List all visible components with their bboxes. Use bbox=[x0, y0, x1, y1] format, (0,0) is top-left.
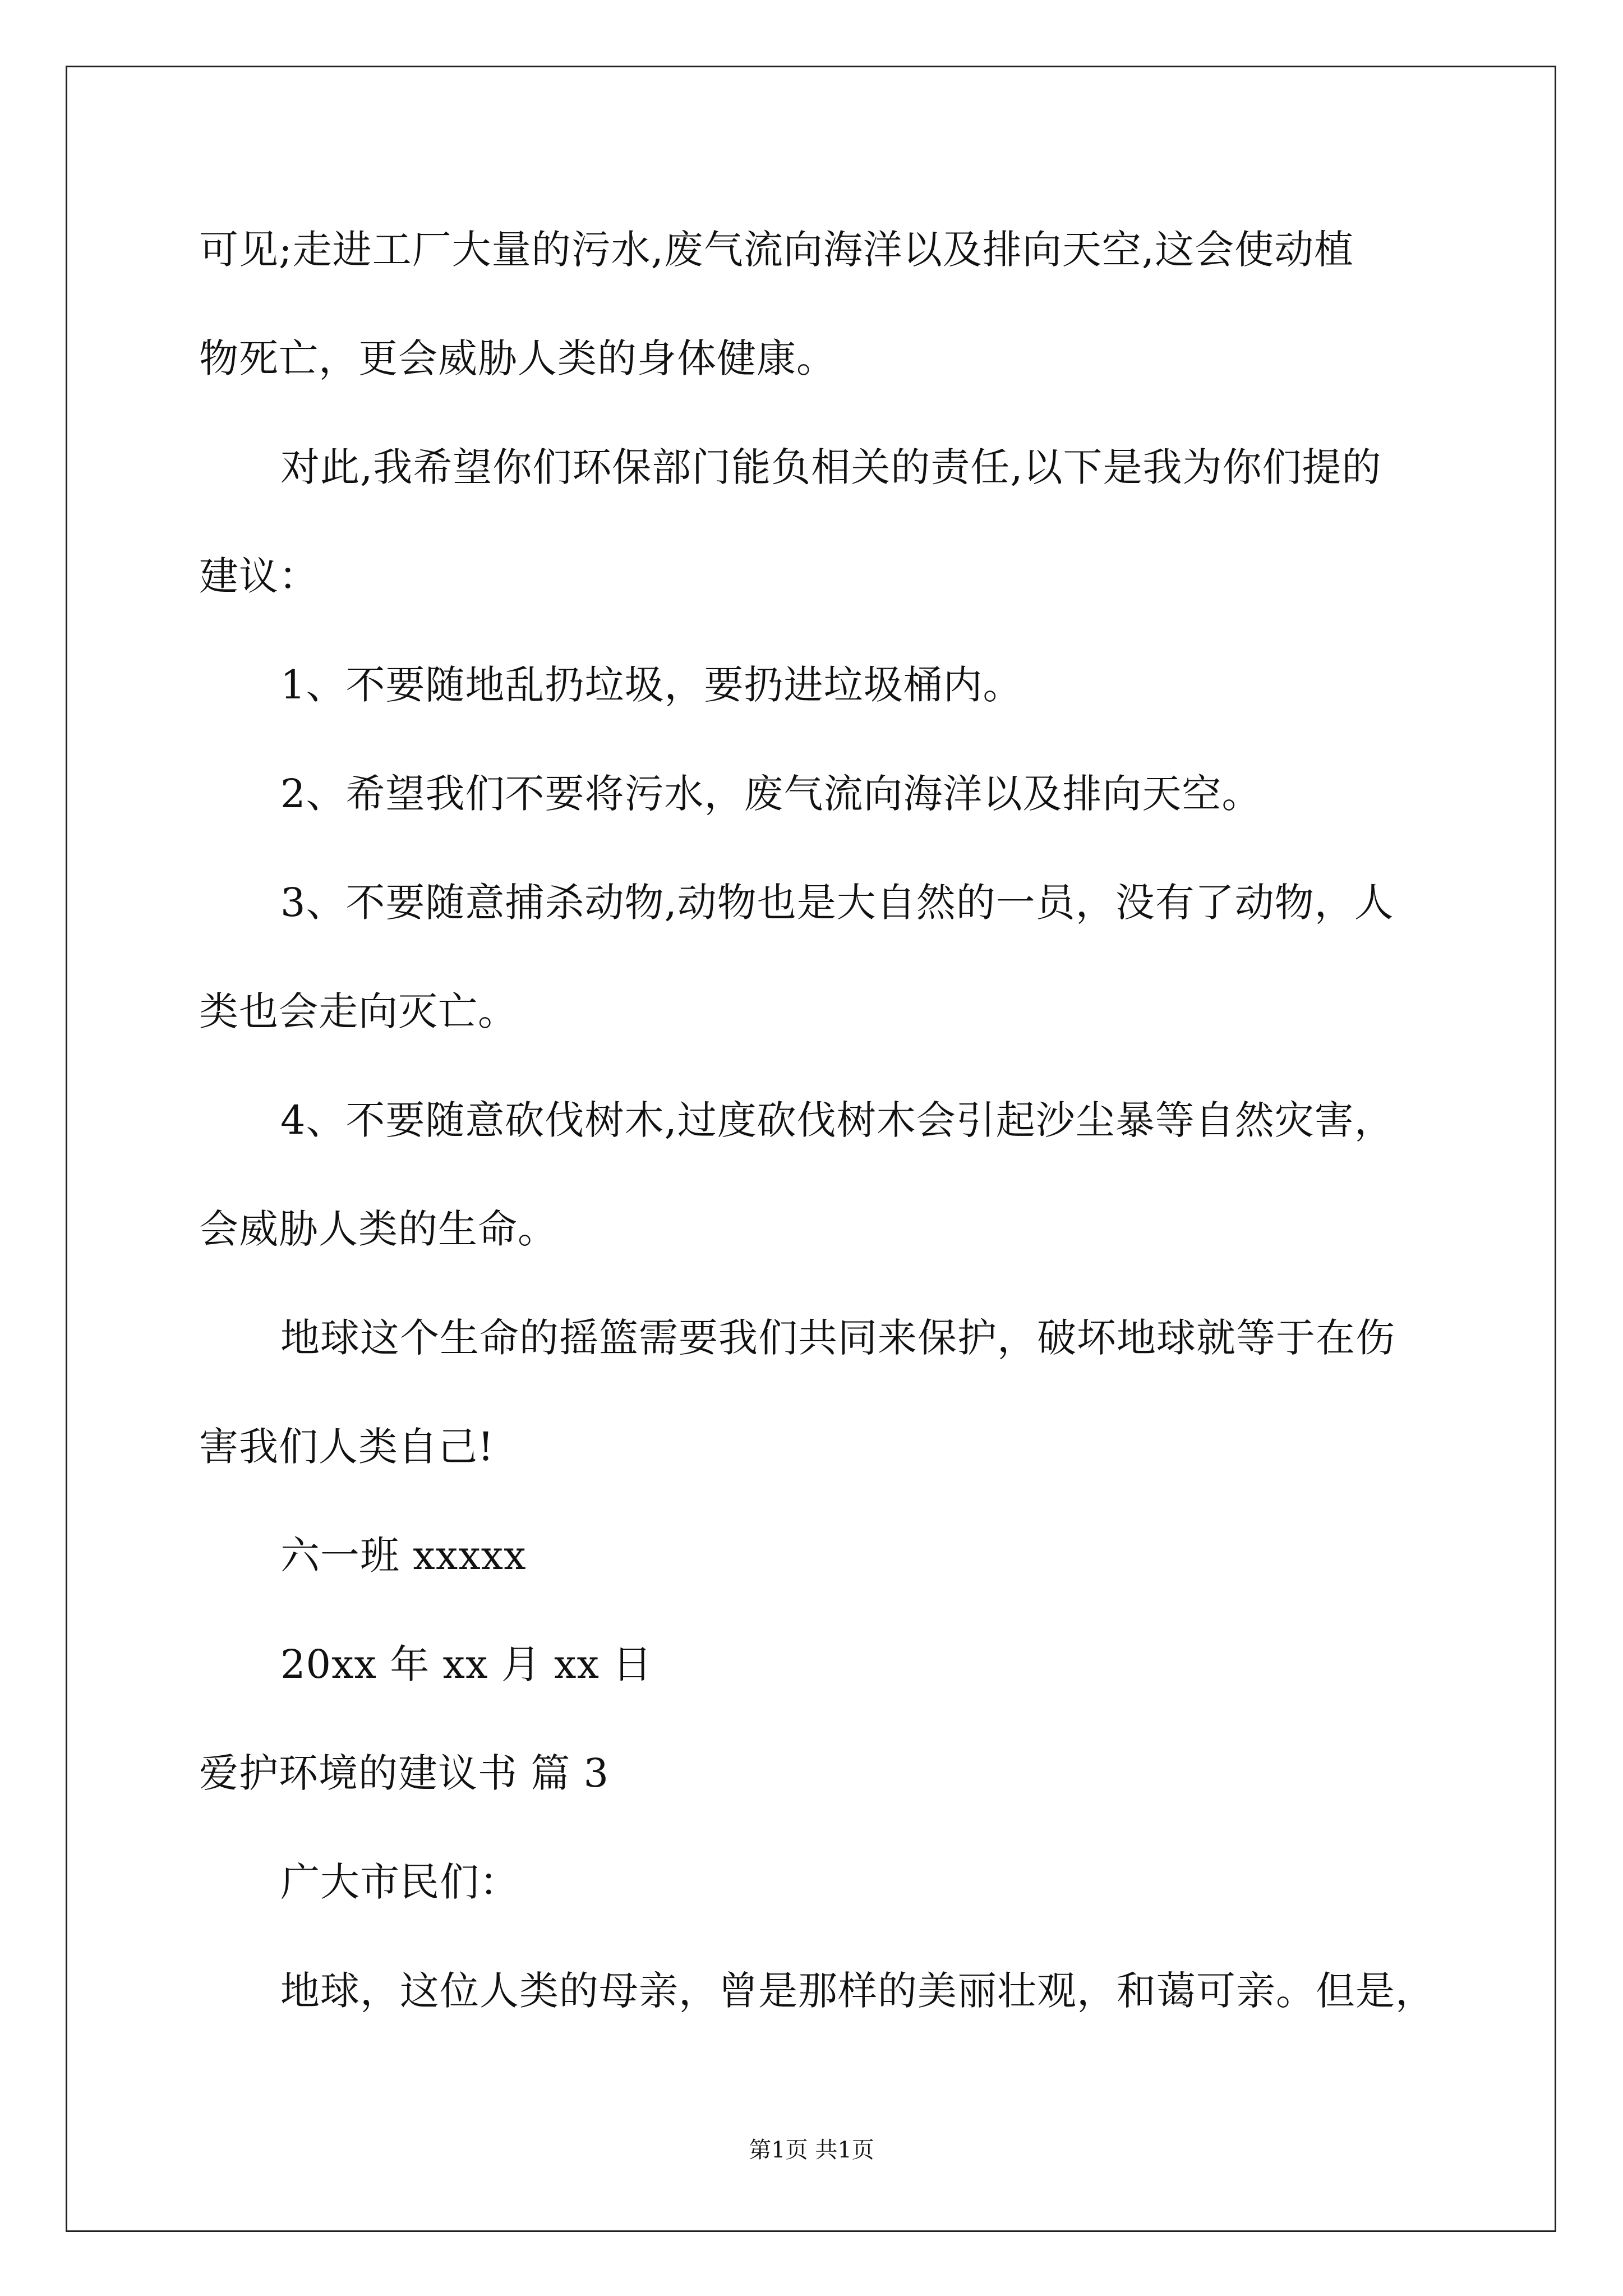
page-footer: 第1页 共1页 bbox=[749, 2137, 874, 2163]
list-item: 3、不要随意捕杀动物,动物也是大自然的一员，没有了动物，人 bbox=[280, 880, 1394, 926]
text-line: 地球这个生命的摇篮需要我们共同来保护，破坏地球就等于在伤 bbox=[280, 1315, 1395, 1361]
text-line: 对此,我希望你们环保部门能负相关的责任,以下是我为你们提的 bbox=[280, 444, 1382, 490]
list-item: 1、不要随地乱扔垃圾，要扔进垃圾桶内。 bbox=[280, 662, 1023, 708]
text-line: 害我们人类自己! bbox=[199, 1424, 495, 1470]
signature-class: 六一班 xxxxx bbox=[280, 1533, 527, 1579]
text-line: 地球，这位人类的母亲，曾是那样的美丽壮观，和蔼可亲。但是， bbox=[280, 1968, 1435, 2014]
salutation: 广大市民们： bbox=[280, 1859, 519, 1905]
signature-date: 20xx 年 xx 月 xx 日 bbox=[280, 1641, 653, 1687]
text-line: 物死亡，更会威胁人类的身体健康。 bbox=[199, 335, 836, 381]
list-item: 4、不要随意砍伐树木,过度砍伐树木会引起沙尘暴等自然灾害， bbox=[280, 1097, 1394, 1143]
text-line: 建议： bbox=[199, 553, 319, 599]
text-line: 类也会走向灭亡。 bbox=[199, 988, 518, 1034]
text-line: 可见;走进工厂大量的污水,废气流向海洋以及排向天空,这会使动植 bbox=[199, 227, 1354, 273]
section-title: 爱护环境的建议书 篇 3 bbox=[199, 1750, 610, 1796]
list-item: 2、希望我们不要将污水，废气流向海洋以及排向天空。 bbox=[280, 771, 1262, 817]
text-line: 会威胁人类的生命。 bbox=[199, 1206, 557, 1252]
